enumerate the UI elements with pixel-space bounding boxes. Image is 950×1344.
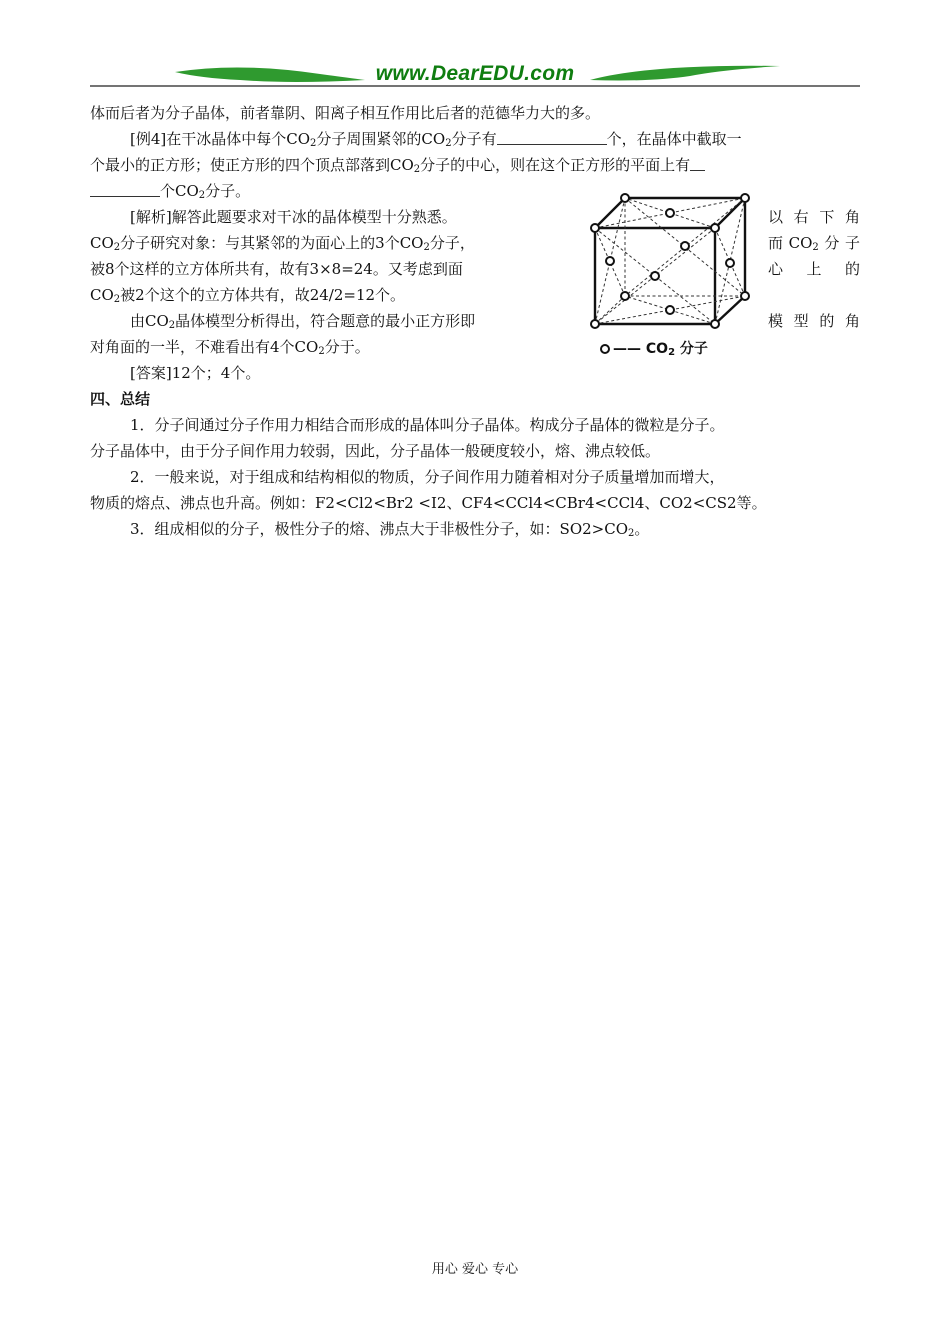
analysis-line-3: 被8个这样的立方体所共有，故有3×8=24。又考虑到面 (90, 260, 463, 278)
example-4-question: [例4]在干冰晶体中每个$CO_2$分子周围紧邻的$CO_2$分子有 个，在晶体中截取一 (130, 130, 742, 149)
dry-ice-crystal-model-figure (585, 188, 760, 368)
answer-blank-1[interactable] (497, 130, 607, 145)
summary-1-line-1: 1．分子间通过分子作用力相结合而形成的晶体叫分子晶体。构成分子晶体的微粒是分子。 (130, 416, 725, 434)
analysis-right-5: 模 型 的 角 (768, 312, 860, 330)
analysis-line-5: 由$CO_2$晶体模型分析得出，符合题意的最小正方形即 (130, 312, 476, 331)
figure-legend: —— $CO_2$ 分子 (600, 338, 708, 358)
page-footer: 用心 爱心 专心 (431, 1262, 519, 1277)
summary-1-line-2: 分子晶体中，由于分子间作用力较弱，因此，分子晶体一般硬度较小，熔、沸点较低。 (90, 442, 661, 460)
answer-blank-2a[interactable] (690, 156, 705, 171)
analysis-right-2: 而$CO_2$分子 (768, 234, 860, 253)
molecule-circle-icon (600, 344, 610, 354)
analysis-line-2: $CO_2$分子研究对象：与其紧邻的为面心上的3个$CO_2$分子， (90, 234, 475, 253)
answer-blank-2b[interactable] (90, 182, 160, 197)
paragraph-continuation: 体而后者为分子晶体，前者靠阴、阳离子相互作用比后者的范德华力大的多。 (90, 104, 601, 122)
site-url: www.DearEDU.com (375, 62, 575, 85)
section-heading-summary: 四、总结 (90, 390, 151, 408)
page-header (90, 56, 860, 92)
summary-3: 3．组成相似的分子，极性分子的熔、沸点大于非极性分子，如：$SO2>CO_2$。 (130, 520, 650, 539)
example-4-question-line3: 个$CO_2$分子。 (90, 178, 870, 204)
summary-2-line-2: 物质的熔点、沸点也升高。例如：F2<Cl2<Br2 <I2、CF4<CCl4<CBr4<CCl4、CO2<CS2等。 (90, 494, 767, 512)
analysis-line-1: [解析]解答此题要求对干冰的晶体模型十分熟悉。 (130, 208, 457, 226)
answer-line: [答案]12个；4个。 (130, 364, 261, 382)
summary-2-line-1: 2．一般来说，对于组成和结构相似的物质，分子间作用力随着相对分子质量增加而增大， (130, 468, 725, 486)
analysis-right-1: 以 右 下 角 (768, 208, 860, 226)
co2-unit-cell-diagram (585, 188, 760, 338)
analysis-line-4: $CO_2$被2个这个的立方体共有，故24/2=12个。 (90, 286, 406, 305)
example-4-question-line2: 个最小的正方形；使正方形的四个顶点部落到$CO_2$分子的中心，则在这个正方形的平面上有 (90, 152, 870, 178)
analysis-right-3: 心 上 的 (768, 260, 860, 278)
analysis-line-6: 对角面的一半，不难看出有4个$CO_2$分于。 (90, 338, 370, 357)
